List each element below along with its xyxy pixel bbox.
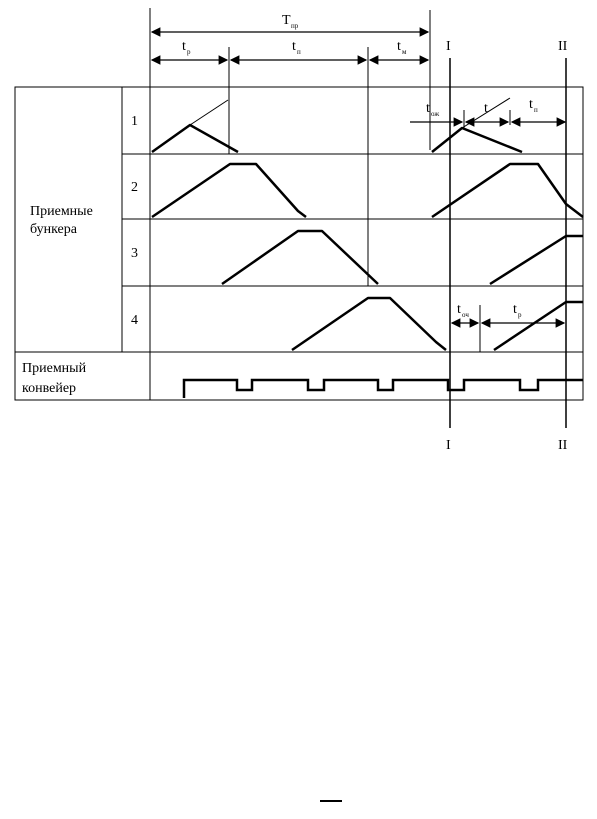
conveyor-pulse-train (184, 380, 583, 398)
row-number-4: 4 (131, 313, 138, 328)
section-i-top: I (446, 39, 451, 54)
row1-cycle-a (152, 125, 238, 152)
section-ii-bottom: II (558, 438, 568, 453)
section-ii-top: II (558, 39, 568, 54)
conveyor-label-line2: конвейер (22, 381, 77, 396)
group-label-line1: Приемные (30, 204, 93, 219)
svg-text:t: t (426, 101, 430, 116)
svg-text:п: п (534, 106, 538, 114)
row3-cycle-b (490, 236, 583, 284)
time-label-tp-right (513, 302, 522, 319)
svg-text:t: t (182, 39, 186, 54)
row4-cycle-b (494, 302, 583, 350)
section-lines (450, 58, 566, 428)
period-label-main: T (282, 13, 291, 28)
svg-text:р: р (187, 48, 191, 56)
svg-text:t: t (513, 302, 517, 317)
time-label-tm-left (397, 39, 407, 56)
svg-text:ож: ож (431, 110, 440, 118)
time-label-tp-left (182, 39, 191, 56)
row-number-1: 1 (131, 114, 138, 129)
svg-text:t: t (397, 39, 401, 54)
group-label-line2: бункера (30, 222, 77, 237)
svg-text:оч: оч (462, 311, 469, 319)
conveyor-label-line1: Приемный (22, 361, 87, 376)
time-label-t-right (484, 101, 488, 116)
table-grid (15, 87, 583, 400)
row4-cycle-a (292, 298, 446, 350)
svg-text:t: t (457, 302, 461, 317)
row3-cycle-a (222, 231, 378, 284)
section-i-bottom: I (446, 438, 451, 453)
svg-text:t: t (484, 101, 488, 116)
svg-text:t: t (529, 97, 533, 112)
time-label-tozh-right (426, 101, 439, 118)
row1-extrapolation-a (190, 100, 228, 125)
page-footer-mark (320, 800, 342, 814)
row1-cycle-b (432, 128, 522, 152)
dimension-arrows (152, 32, 565, 323)
svg-text:м: м (402, 48, 407, 56)
row-number-2: 2 (131, 180, 138, 195)
row2-cycle-a (152, 164, 306, 217)
row2-cycle-b (432, 164, 583, 217)
svg-text:р: р (518, 311, 522, 319)
time-label-toch-right (457, 302, 469, 319)
svg-text:п: п (297, 48, 301, 56)
svg-text:t: t (292, 39, 296, 54)
period-label (282, 13, 299, 30)
row-number-3: 3 (131, 246, 138, 261)
time-label-tn-left (292, 39, 301, 56)
period-label-sub: пр (291, 22, 299, 30)
time-label-tn-right (529, 97, 538, 114)
